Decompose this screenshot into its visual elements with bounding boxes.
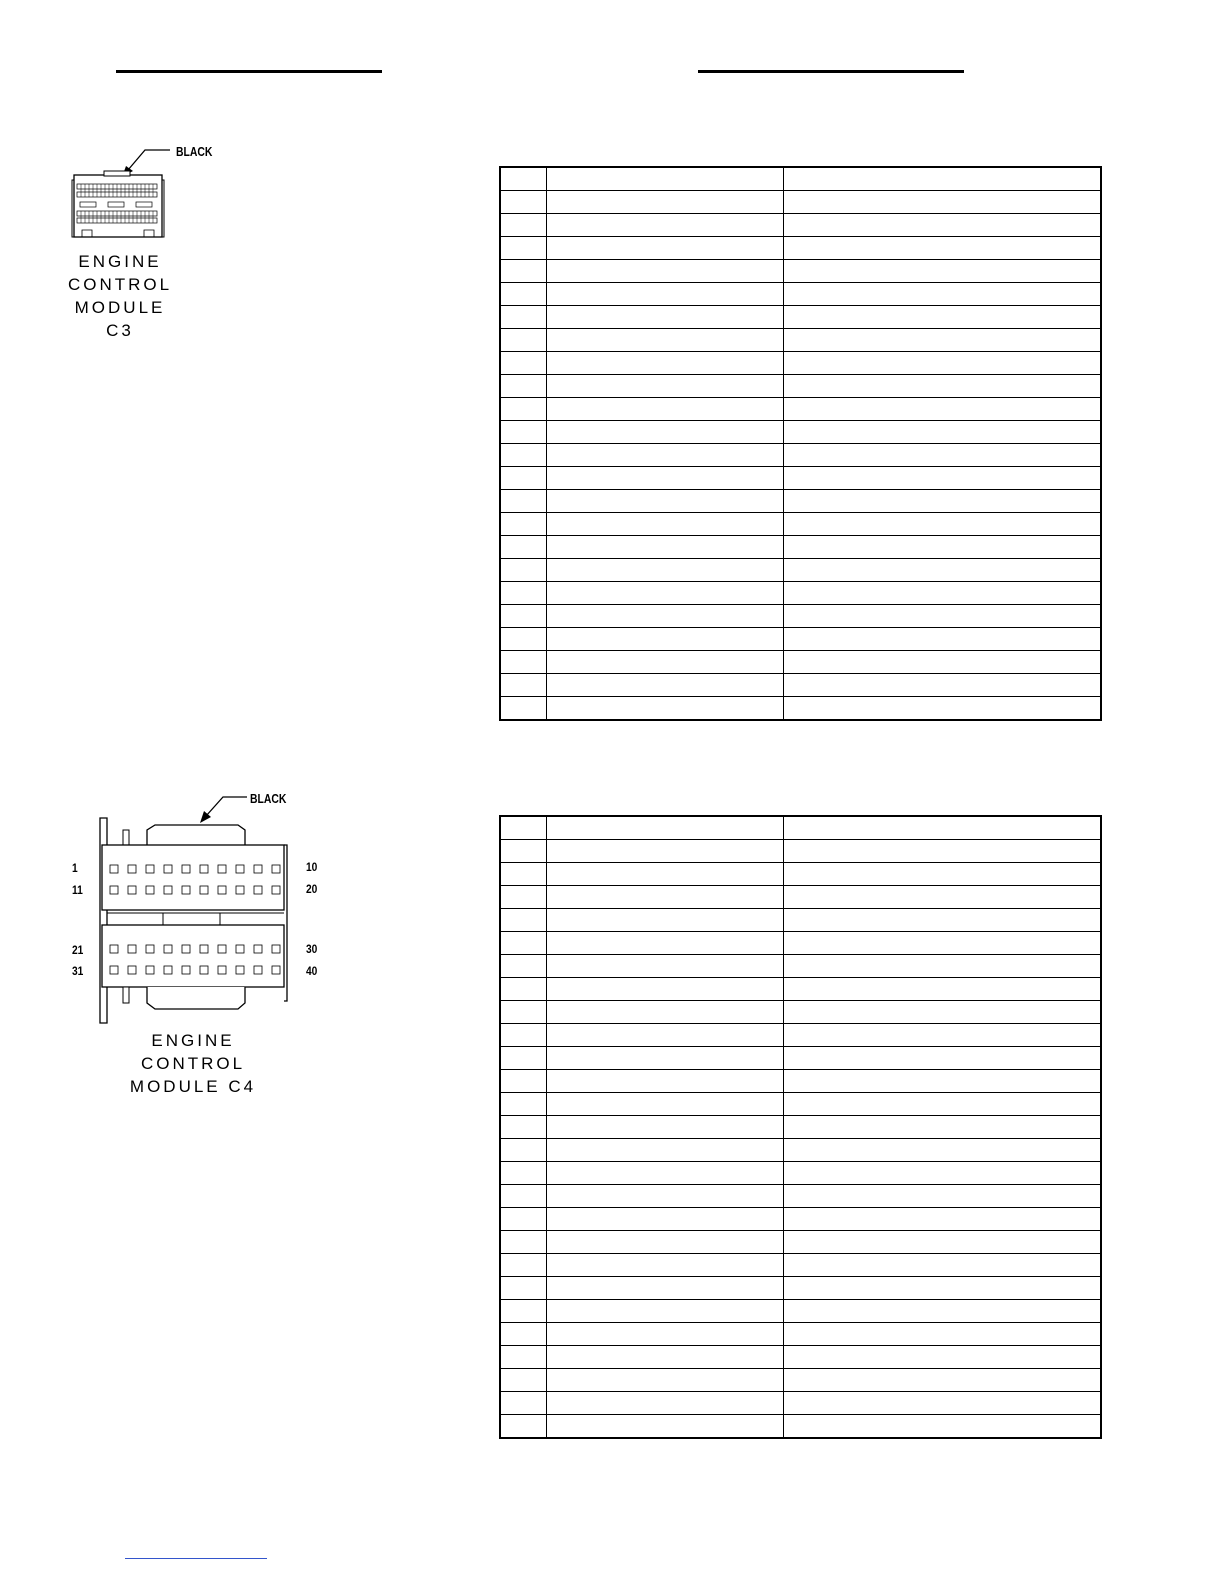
c3-table-func-cell [784, 260, 1102, 283]
c4-table-row [500, 886, 1101, 909]
c4-table-row [500, 1162, 1101, 1185]
c4-table-pin-cell [500, 1323, 547, 1346]
c3-table-color-cell [547, 167, 784, 191]
c4-table-pin-cell [500, 1001, 547, 1024]
c4-table-func-cell [784, 1392, 1102, 1415]
c4-table-color-cell [547, 1369, 784, 1392]
c3-table-row [500, 421, 1101, 444]
c4-table-row [500, 1116, 1101, 1139]
c4-table-pin-cell [500, 1300, 547, 1323]
c3-table-row [500, 398, 1101, 421]
c3-table-func-cell [784, 375, 1102, 398]
c4-table-color-cell [547, 1346, 784, 1369]
c4-table-color-cell [547, 1415, 784, 1439]
c3-table-row [500, 674, 1101, 697]
c4-table-func-cell [784, 932, 1102, 955]
c3-table-color-cell [547, 421, 784, 444]
c4-table-pin-cell [500, 816, 547, 840]
c4-table-pin-cell [500, 863, 547, 886]
c4-table-row [500, 1254, 1101, 1277]
c4-table-color-cell [547, 840, 784, 863]
c4-table-pin-cell [500, 1139, 547, 1162]
c4-table-row [500, 1323, 1101, 1346]
c4-table-pin-cell [500, 1346, 547, 1369]
c4-table-func-cell [784, 909, 1102, 932]
c4-table-row [500, 932, 1101, 955]
c4-table-row [500, 1139, 1101, 1162]
connector-c3-label [50, 250, 190, 342]
c4-table-pin-cell [500, 886, 547, 909]
c4-table-color-cell [547, 1185, 784, 1208]
connector-c4-label-line-1: ENGINE [151, 1031, 235, 1050]
c4-table-row [500, 1024, 1101, 1047]
c3-table-color-cell [547, 697, 784, 721]
c3-table-func-cell [784, 191, 1102, 214]
c4-table-func-cell [784, 978, 1102, 1001]
c3-table-pin-cell [500, 237, 547, 260]
c3-table-func-cell [784, 651, 1102, 674]
c3-table-color-cell [547, 191, 784, 214]
connector-c4-label-line-2: CONTROL [140, 1054, 246, 1073]
c4-table-func-cell [784, 1001, 1102, 1024]
header-rule-left [116, 70, 382, 73]
c4-table-color-cell [547, 1139, 784, 1162]
connector-c4-diagram [95, 785, 295, 1030]
connector-c3-callout: BLACK [176, 144, 213, 159]
c4-table-color-cell [547, 886, 784, 909]
c3-table-color-cell [547, 467, 784, 490]
c4-table-row [500, 1208, 1101, 1231]
c4-table-func-cell [784, 1047, 1102, 1070]
c4-table-color-cell [547, 1300, 784, 1323]
c4-table-row [500, 816, 1101, 840]
c3-table-pin-cell [500, 697, 547, 721]
c3-table-color-cell [547, 490, 784, 513]
c4-table-row [500, 1346, 1101, 1369]
c3-table-row [500, 582, 1101, 605]
c3-table-func-cell [784, 214, 1102, 237]
c4-table-pin-cell [500, 1070, 547, 1093]
c3-table-color-cell [547, 582, 784, 605]
c4-table-pin-cell [500, 1415, 547, 1439]
connector-c4-label [113, 1029, 273, 1098]
connector-c4-drawing [95, 785, 295, 1030]
c4-table-row [500, 1047, 1101, 1070]
c4-table-pin-cell [500, 1047, 547, 1070]
c3-table-pin-cell [500, 421, 547, 444]
c4-table-pin-cell [500, 1093, 547, 1116]
c4-table-func-cell [784, 886, 1102, 909]
c3-table-func-cell [784, 490, 1102, 513]
c4-table-pin-cell [500, 1116, 547, 1139]
c3-table-pin-cell [500, 674, 547, 697]
c4-table-func-cell [784, 816, 1102, 840]
c3-table-row [500, 605, 1101, 628]
c4-table-row [500, 1093, 1101, 1116]
c3-table-func-cell [784, 605, 1102, 628]
c4-table-func-cell [784, 1208, 1102, 1231]
c3-table-color-cell [547, 444, 784, 467]
c3-table-row [500, 559, 1101, 582]
c4-table-pin-cell [500, 955, 547, 978]
c3-table-color-cell [547, 375, 784, 398]
c3-table-func-cell [784, 167, 1102, 191]
c3-table-func-cell [784, 283, 1102, 306]
c3-table-func-cell [784, 513, 1102, 536]
c4-table-pin-cell [500, 909, 547, 932]
c4-table-func-cell [784, 955, 1102, 978]
c3-table-pin-cell [500, 444, 547, 467]
connector-c4-label-line-3: MODULE C4 [129, 1077, 257, 1096]
c4-table-color-cell [547, 816, 784, 840]
c3-table-color-cell [547, 513, 784, 536]
c3-table-row [500, 237, 1101, 260]
c4-table-pin-cell [500, 1024, 547, 1047]
c3-table-func-cell [784, 582, 1102, 605]
c3-table-func-cell [784, 536, 1102, 559]
c3-table-pin-cell [500, 582, 547, 605]
c3-table-color-cell [547, 306, 784, 329]
connector-c3-pin-table [499, 166, 1102, 721]
c3-table-row [500, 260, 1101, 283]
c3-table-row [500, 490, 1101, 513]
c3-table-color-cell [547, 605, 784, 628]
c3-table-row [500, 536, 1101, 559]
c4-table-row [500, 1231, 1101, 1254]
c3-table-row [500, 467, 1101, 490]
c3-table-pin-cell [500, 375, 547, 398]
c4-table-color-cell [547, 1116, 784, 1139]
c4-table-func-cell [784, 1024, 1102, 1047]
c3-table-pin-cell [500, 467, 547, 490]
c4-table-row [500, 978, 1101, 1001]
connector-c4-pin-31: 31 [72, 964, 84, 978]
c3-table-pin-cell [500, 628, 547, 651]
c4-table-func-cell [784, 1162, 1102, 1185]
connector-c4-pin-21: 21 [72, 943, 84, 957]
c4-table-func-cell [784, 1300, 1102, 1323]
c4-table-color-cell [547, 1001, 784, 1024]
c4-table-pin-cell [500, 1208, 547, 1231]
c3-table-func-cell [784, 329, 1102, 352]
connector-c4-pin-table [499, 815, 1102, 1439]
c4-table-func-cell [784, 863, 1102, 886]
c4-table-func-cell [784, 1139, 1102, 1162]
c3-table-pin-cell [500, 167, 547, 191]
c3-table-pin-cell [500, 536, 547, 559]
c3-table-color-cell [547, 329, 784, 352]
c4-table-func-cell [784, 1185, 1102, 1208]
c4-table-row [500, 1300, 1101, 1323]
c4-table-color-cell [547, 1323, 784, 1346]
c4-table-row [500, 840, 1101, 863]
c4-table-color-cell [547, 1392, 784, 1415]
c3-table-pin-cell [500, 283, 547, 306]
c4-table-row [500, 955, 1101, 978]
c4-table-color-cell [547, 1093, 784, 1116]
connector-c4-pin-20: 20 [306, 882, 318, 896]
c3-table-func-cell [784, 559, 1102, 582]
c4-table-pin-cell [500, 1277, 547, 1300]
c3-table-pin-cell [500, 398, 547, 421]
c3-table-func-cell [784, 352, 1102, 375]
c4-table-pin-cell [500, 840, 547, 863]
c3-table-row [500, 191, 1101, 214]
c4-table-color-cell [547, 932, 784, 955]
c3-table-pin-cell [500, 260, 547, 283]
c4-table-func-cell [784, 1415, 1102, 1439]
connector-c3-label-line-1: ENGINE [78, 252, 162, 271]
c4-table-func-cell [784, 1277, 1102, 1300]
c3-table-color-cell [547, 559, 784, 582]
c4-table-pin-cell [500, 1369, 547, 1392]
c3-table-func-cell [784, 628, 1102, 651]
connector-c4-pin-1: 1 [72, 861, 78, 875]
c3-table-pin-cell [500, 605, 547, 628]
c4-table-func-cell [784, 1254, 1102, 1277]
c4-table-func-cell [784, 1346, 1102, 1369]
c4-table-color-cell [547, 909, 784, 932]
c3-table-color-cell [547, 651, 784, 674]
c3-table-color-cell [547, 628, 784, 651]
c3-table-row [500, 329, 1101, 352]
c3-table-row [500, 651, 1101, 674]
c3-table-row [500, 167, 1101, 191]
c4-table-func-cell [784, 1231, 1102, 1254]
c4-table-pin-cell [500, 1231, 547, 1254]
c4-table-func-cell [784, 1369, 1102, 1392]
c3-table-color-cell [547, 283, 784, 306]
c4-table-row [500, 1001, 1101, 1024]
c4-table-func-cell [784, 840, 1102, 863]
c3-table-row [500, 306, 1101, 329]
connector-c3-label-line-2: CONTROL [67, 275, 173, 294]
c4-table-row [500, 1185, 1101, 1208]
connector-c4-callout: BLACK [250, 791, 287, 806]
c4-table-func-cell [784, 1116, 1102, 1139]
c3-table-pin-cell [500, 352, 547, 375]
c3-table-row [500, 283, 1101, 306]
c4-table-func-cell [784, 1070, 1102, 1093]
c3-table-row [500, 513, 1101, 536]
c3-table-pin-cell [500, 513, 547, 536]
c3-table-pin-cell [500, 214, 547, 237]
c4-table-color-cell [547, 1277, 784, 1300]
c3-table-func-cell [784, 306, 1102, 329]
c4-table-color-cell [547, 955, 784, 978]
c4-table-row [500, 1392, 1101, 1415]
header-rule-right [698, 70, 964, 73]
c3-table-color-cell [547, 260, 784, 283]
c3-table-pin-cell [500, 306, 547, 329]
c3-table-pin-cell [500, 559, 547, 582]
c3-table-func-cell [784, 237, 1102, 260]
c3-table-color-cell [547, 352, 784, 375]
c3-table-pin-cell [500, 651, 547, 674]
c4-table-pin-cell [500, 932, 547, 955]
c3-table-color-cell [547, 237, 784, 260]
c4-table-color-cell [547, 1231, 784, 1254]
c4-table-color-cell [547, 1047, 784, 1070]
c4-table-row [500, 863, 1101, 886]
c4-table-pin-cell [500, 1392, 547, 1415]
c4-table-color-cell [547, 1208, 784, 1231]
c4-table-row [500, 1070, 1101, 1093]
c4-table-pin-cell [500, 1254, 547, 1277]
c3-table-pin-cell [500, 329, 547, 352]
c3-table-row [500, 628, 1101, 651]
connector-c3-label-line-3: MODULE [74, 298, 166, 317]
c4-table-pin-cell [500, 1185, 547, 1208]
c3-table-func-cell [784, 467, 1102, 490]
c3-table-row [500, 214, 1101, 237]
c4-table-color-cell [547, 1162, 784, 1185]
c3-table-color-cell [547, 398, 784, 421]
c3-table-row [500, 352, 1101, 375]
c4-table-func-cell [784, 1323, 1102, 1346]
c3-table-row [500, 697, 1101, 721]
c4-table-row [500, 1369, 1101, 1392]
c3-table-func-cell [784, 697, 1102, 721]
connector-c4-pin-30: 30 [306, 942, 318, 956]
c3-table-func-cell [784, 674, 1102, 697]
c4-table-color-cell [547, 863, 784, 886]
c3-table-func-cell [784, 421, 1102, 444]
c3-table-color-cell [547, 214, 784, 237]
c4-table-row [500, 1415, 1101, 1439]
c3-table-func-cell [784, 444, 1102, 467]
c4-table-color-cell [547, 1254, 784, 1277]
c4-table-color-cell [547, 1024, 784, 1047]
connector-c3-label-line-4: C3 [106, 321, 134, 340]
connector-c4-pin-10: 10 [306, 860, 318, 874]
c3-table-pin-cell [500, 191, 547, 214]
c3-table-func-cell [784, 398, 1102, 421]
c3-table-pin-cell [500, 490, 547, 513]
connector-c4-pin-40: 40 [306, 964, 318, 978]
footer-link-rule [125, 1558, 267, 1559]
c3-table-color-cell [547, 674, 784, 697]
c4-table-func-cell [784, 1093, 1102, 1116]
c4-table-color-cell [547, 1070, 784, 1093]
c4-table-pin-cell [500, 1162, 547, 1185]
c3-table-row [500, 444, 1101, 467]
c3-table-row [500, 375, 1101, 398]
c3-table-color-cell [547, 536, 784, 559]
c4-table-row [500, 1277, 1101, 1300]
c4-table-pin-cell [500, 978, 547, 1001]
c4-table-row [500, 909, 1101, 932]
c4-table-color-cell [547, 978, 784, 1001]
connector-c4-pin-11: 11 [72, 883, 83, 897]
